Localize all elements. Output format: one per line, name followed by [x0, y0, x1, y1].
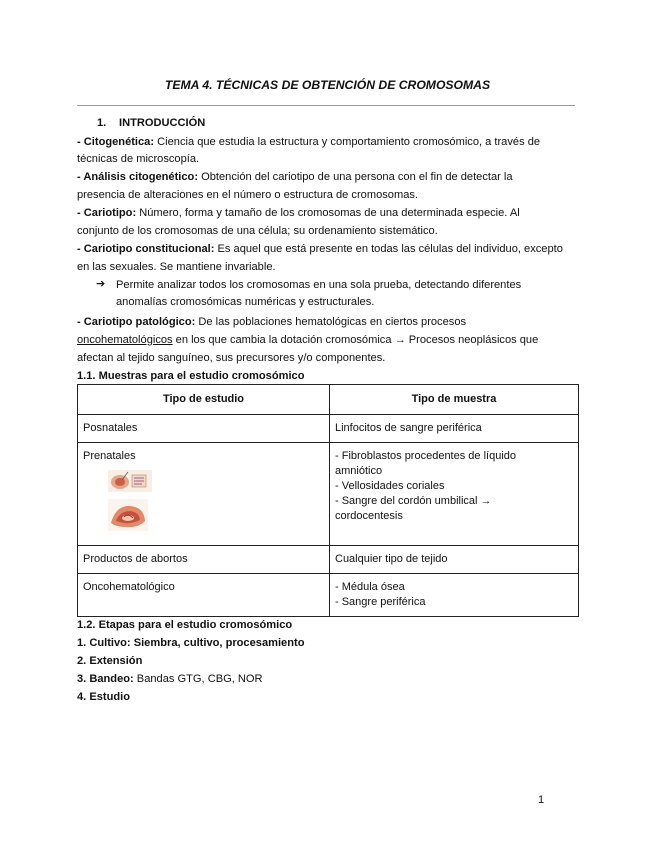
definition-continuation: técnicas de microscopía. [77, 153, 200, 165]
sample-line: - Médula ósea [335, 581, 405, 593]
definition-patologico [77, 315, 582, 329]
table-row [78, 443, 579, 546]
sample-line: cordocentesis [335, 510, 403, 522]
study-cell: Productos de abortos [78, 546, 330, 574]
sample-line: - Sangre del cordón umbilical → [335, 495, 492, 507]
table-row [78, 546, 579, 574]
definition-text: Número, forma y tamaño de los cromosomas de una determinada especie. Al [136, 207, 520, 219]
placenta-illustration [108, 499, 148, 531]
definition-analisis [77, 170, 582, 184]
sample-line: Linfocitos de sangre periférica [335, 422, 482, 434]
definition-text: en los que cambia la dotación cromosómica → Procesos neoplásicos que [172, 334, 539, 346]
section-heading-introduccion [97, 116, 602, 130]
column-header: Tipo de muestra [330, 385, 579, 415]
sample-line: amniótico [335, 465, 383, 477]
term: - Cariotipo: [77, 207, 137, 219]
study-label: Prenatales [83, 450, 136, 462]
bullet-continuation: anomalías cromosómicas numéricas y estructurales. [116, 296, 375, 308]
underlined-term: oncohematológicos [77, 334, 173, 346]
section-number: 1. [97, 117, 107, 129]
study-cell [78, 443, 330, 546]
stage-item: 2. Extensión [77, 655, 143, 667]
bullet-text: Permite analizar todos los cromosomas en una sola prueba, detectando diferentes [116, 279, 522, 291]
stage-item: 4. Estudio [77, 691, 131, 703]
stage-term: 3. Bandeo: [77, 673, 134, 685]
definition-continuation: presencia de alteraciones en el número o estructura de cromosomas. [77, 189, 419, 201]
title-divider [77, 105, 575, 106]
definition-text: Es aquel que está presente en todas las células del individuo, excepto [214, 243, 563, 255]
page-number: 1 [538, 794, 545, 806]
study-cell: Oncohematológico [78, 574, 330, 617]
definition-continuation: conjunto de los cromosomas de una célula; su ordenamiento sistemático. [77, 225, 438, 237]
table-row [78, 415, 579, 443]
definition-text: Obtención del cariotipo de una persona con el fin de detectar la [198, 171, 513, 183]
definition-constitucional [77, 242, 582, 256]
table-row [78, 574, 579, 617]
arrow-bullet-icon: ➔ [96, 278, 106, 290]
sample-cell [330, 546, 579, 574]
definition-text: De las poblaciones hematológicas en ciertos procesos [195, 316, 467, 328]
sample-line: - Fibroblastos procedentes de líquido [335, 450, 516, 462]
subsection-heading-muestras: 1.1. Muestras para el estudio cromosómico [77, 370, 305, 382]
amniocentesis-illustration [108, 470, 152, 492]
definition-continuation [77, 333, 582, 347]
sample-line: - Sangre periférica [335, 596, 426, 608]
term: - Cariotipo patológico: [77, 316, 196, 328]
subsection-heading-etapas: 1.2. Etapas para el estudio cromosómico [77, 619, 293, 631]
sample-line: - Vellosidades coriales [335, 480, 445, 492]
sample-cell [330, 415, 579, 443]
sample-line: Cualquier tipo de tejido [335, 553, 448, 565]
sample-cell [330, 574, 579, 617]
study-cell: Posnatales [78, 415, 330, 443]
stage-item: 1. Cultivo: Siembra, cultivo, procesamiento [77, 637, 305, 649]
sample-cell [330, 443, 579, 546]
stage-text: Bandas GTG, CBG, NOR [133, 673, 263, 685]
samples-table [77, 384, 579, 617]
term: - Citogenética: [77, 136, 155, 148]
table-header-row [78, 385, 579, 415]
term: - Cariotipo constitucional: [77, 243, 215, 255]
definition-citogenetica [77, 135, 582, 149]
definition-continuation: en las sexuales. Se mantiene invariable. [77, 261, 276, 273]
section-title: INTRODUCCIÓN [119, 117, 206, 129]
column-header: Tipo de estudio [78, 385, 330, 415]
definition-text: Ciencia que estudia la estructura y comportamiento cromosómico, a través de [154, 136, 541, 148]
prenatal-illustrations [108, 470, 324, 536]
definition-continuation: afectan al tejido sanguíneo, sus precursores y/o componentes. [77, 352, 386, 364]
stage-item [77, 672, 582, 686]
term: - Análisis citogenético: [77, 171, 199, 183]
page-title: TEMA 4. TÉCNICAS DE OBTENCIÓN DE CROMOSOMAS [164, 78, 491, 92]
definition-cariotipo [77, 206, 582, 220]
